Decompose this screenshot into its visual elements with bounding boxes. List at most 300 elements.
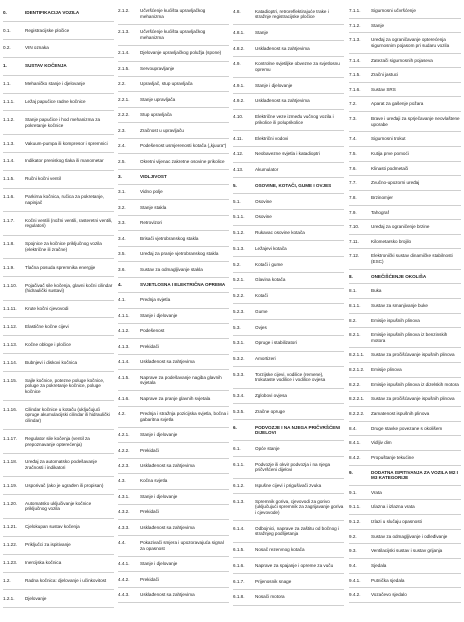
item-number: 6.1. [233,445,241,451]
checklist-row [118,588,229,603]
item-label: Sjedala [371,563,387,569]
checklist-row [349,33,461,53]
item-number: 1.1.7. [3,217,15,223]
item-label: Djelovanje upravljačkog polužja (spone) [140,50,222,56]
checklist-row [349,19,461,34]
checklist-row [349,574,461,589]
item-label: Buka [371,288,382,294]
checklist-row [3,212,114,236]
item-label: Pojačivač sile kočenja, glavni kočni cilindar (hidraulički sustavi) [25,282,113,294]
item-number: 8.2. [349,317,357,323]
item-number: 1.1.11. [3,306,17,312]
checklist-row [233,558,344,574]
item-number: 4.1.4. [118,359,130,365]
checklist-row [3,430,114,454]
item-number: 1.1.6. [3,194,15,200]
item-label: Sustav za odmagljivanje stakla [140,266,203,272]
item-number: 4.9.1. [233,82,245,88]
item-label: Emisije plinova [371,367,402,373]
item-label: Kočni ventili (nožni ventili, rasteretni ventili, regulatori) [25,217,113,229]
item-number: 5. [233,182,237,188]
item-number: 4.1.2. [118,328,130,334]
item-number: 7.9. [349,209,357,215]
item-number: 7.10. [349,224,360,230]
item-label: Priključci za ispitivanje [25,542,71,548]
checklist-row [349,515,461,530]
item-number: 5.1.3. [233,245,245,251]
item-label: Zglobovi ovjesa [255,393,287,399]
item-label: Indikator preniskog tlaka ili manometar [25,158,104,164]
item-number: 8.4. [349,425,357,431]
item-label: Rukavac osovine kotača [255,230,305,236]
checklist-row [3,573,114,591]
item-label: Stup upravljača [140,112,172,118]
item-label: Stanje upravljača [140,96,176,102]
checklist-row [118,77,229,92]
checklist-row [349,392,461,407]
item-number: 1.1.8. [3,241,15,247]
checklist-row [349,54,461,69]
item-number: 2.5. [118,158,126,164]
item-label: Vrata [371,489,382,495]
item-label: Prekidači [140,509,159,515]
item-number: 4.1.3. [118,343,130,349]
item-number: 7.1.5. [349,72,361,78]
checklist-row [349,588,461,603]
item-label: Zračni jastuci [371,72,399,78]
checklist-row [349,97,461,112]
checklist-row [118,355,229,370]
checklist-row [349,4,461,19]
item-number: 4.4.3. [118,592,130,598]
checklist-row [349,544,461,559]
item-number: 5.2.2. [233,293,245,299]
item-label: Neobavezne svjetla i katadioptri [255,151,320,157]
item-label: Uređaj za pranje vjetrobranskog stakla [140,251,219,257]
item-number: 5.1. [233,198,241,204]
item-number: 1.1.23. [3,560,18,566]
item-label: Prednja i stražnja pozicijska svjetla, bočna i gabaritna svjetla [140,411,229,422]
item-label: Gume [255,308,268,314]
checklist-row [118,62,229,77]
item-number: 1.1.15. [3,377,18,383]
checklist-row [233,110,344,131]
checklist-row [118,108,229,123]
item-label: Prekidači [140,447,159,453]
item-number: 4.2.2. [118,447,130,453]
checklist-row [233,94,344,110]
checklist-row [3,537,114,555]
item-number: 5.3.4. [233,393,245,399]
checklist-row [118,200,229,215]
checklist-row [118,505,229,520]
item-number: 8.1.1. [349,302,361,308]
item-label: Sustav za pročišćavanje ispušnih plinova [371,352,455,358]
item-label: Zračne opruge [255,408,285,414]
item-number: 1.2.1. [3,596,15,601]
checklist-row [118,139,229,154]
item-number: 7.12. [349,253,360,259]
item-label: Brave i uređaji za sprječavanje neovlaštene uporabe [371,116,460,127]
item-number: 1.1. [3,81,11,87]
item-label: Zračnost u upravljaču [140,127,184,133]
item-number: 9.1.2. [349,519,361,525]
checklist-row [233,590,344,606]
item-label: IDENTIFIKACIJA VOZILA [25,9,80,15]
checklist-row [349,206,461,221]
checklist-row [233,543,344,559]
item-label: Podešenost [140,328,165,334]
item-number: 4.1.6. [118,395,130,401]
item-number: 5.1.1. [233,214,245,220]
item-label: Ulazna i izlazna vrata [371,504,415,510]
checklist-row [233,257,344,273]
item-number: 5.3. [233,324,241,330]
item-label: Ventilacijski sustav i sustav grijanja [371,548,443,554]
item-number: 1.1.19. [3,482,18,488]
item-label: Emisije ispušnih plinova iz benzinskih motora [371,332,448,343]
item-label: Električni vodovi [255,135,289,141]
item-label: Usklađenost sa zahtjevima [140,463,195,469]
item-number: 1.1.9. [3,264,15,270]
section-heading-row [118,170,229,185]
item-label: Mehaničko stanje i djelovanje [25,81,86,87]
checklist-row [3,189,114,213]
checklist-row [233,4,344,25]
item-label: SVJETLOSNA I ELEKTRIČNA OPREMA [140,282,226,288]
item-number: 8.1. [349,288,357,294]
item-number: 5.3.2. [233,356,245,362]
checklist-row [233,241,344,257]
checklist-row [233,479,344,495]
checklist-row [3,336,114,354]
item-number: 8.2.1. [349,332,361,338]
item-label: Sigurnosni učvršćenje [371,8,416,13]
item-label: Stanje i djelovanje [140,561,178,567]
item-number: 4.10. [233,114,244,120]
item-number: 5.2. [233,261,241,267]
checklist-row [349,176,461,191]
item-label: Cjelokupan sustav kočenja [25,524,80,530]
item-number: 4.9. [233,61,241,67]
item-number: 0.2. [3,45,11,51]
checklist-row [3,277,114,301]
checklist-row [3,40,114,58]
item-number: 1.1.5. [3,176,15,182]
checklist-row [349,530,461,545]
checklist-row [233,57,344,78]
checklist-row [233,494,344,521]
item-label: Elastične kočne cijevi [25,324,69,330]
item-number: 4.3.3. [118,524,130,530]
item-number: 8.4.1. [349,440,361,446]
item-number: 4.2.1. [118,432,130,438]
checklist-row [118,572,229,587]
section-heading-row [3,58,114,76]
item-number: 6.1.4. [233,525,245,531]
item-number: 2.4. [118,143,126,149]
item-label: Usklađenost sa zahtjevima [140,592,195,598]
item-number: 4.1.5. [118,374,130,380]
item-label: OSOVINE, KOTAČI, GUME I OVJES [255,182,332,188]
checklist-row [3,76,114,94]
item-label: Usklađenost sa zahtjevima [255,98,310,104]
item-number: 9. [349,469,353,475]
item-label: Tlačna posuda spremnika energije [25,264,96,270]
item-number: 2.2.1. [118,96,130,102]
checklist-row [118,407,229,428]
item-number: 5.3.5. [233,408,245,414]
item-number: 4.3.2. [118,509,130,515]
item-label: Kontrolne svjetiljke obvezne za svjetlosnu opremu [255,61,340,72]
item-number: 6.1.5. [233,547,245,553]
item-label: Kotači [255,293,268,299]
checklist-row [3,301,114,319]
item-number: 1.1.20. [3,500,18,506]
checklist-row [118,4,229,25]
item-number: 7.7. [349,180,357,186]
item-label: Vozačevo sjedalo [371,592,407,598]
item-number: 1.1.10. [3,282,18,288]
item-number: 9.3. [349,548,357,554]
checklist-row [233,404,344,420]
checklist-row [349,132,461,147]
checklist-row [233,352,344,368]
item-number: 1.1.4. [3,158,15,164]
item-number: 1.1.13. [3,341,18,347]
item-number: 7.6. [349,165,357,171]
item-number: 0. [3,9,7,15]
item-label: Sajle kočnice, potezne poluge kočnice, poluge za pokretanje kočnice, poluge kočnice [25,377,105,394]
item-number: 1.1.16. [3,406,18,412]
item-label: Djelovanje [25,596,47,601]
checklist-row [233,320,344,336]
item-label: Odbojnici, naprave za zaštitu od bočnog i stražnjeg podlijetanja [255,525,340,537]
item-number: 1.1.18. [3,459,18,465]
checklist-row [233,336,344,352]
item-label: VIN oznaka [25,45,49,51]
item-number: 8.2.2.1. [349,396,365,402]
item-label: Putnička sjedala [371,577,405,583]
item-number: 5.3.1. [233,340,245,346]
item-label: Ležaj papučice radne kočnice [25,99,86,105]
item-label: Uređaj za automatsko podešavanje zračnosti i indikatori [25,459,98,471]
checklist-row [349,422,461,437]
item-label: PODVOZJE I NA NJEGA PRIČVRŠĆENI DIJELOVI [255,424,340,436]
checklist-row [349,220,461,235]
checklist-row [118,262,229,277]
checklist-row [349,451,461,466]
item-number: 4.8. [233,8,241,14]
item-label: Stanje i djelovanje [140,493,178,499]
item-number: 5.2.3. [233,308,245,314]
checklist-row [349,500,461,515]
section-heading-row [233,420,344,441]
item-number: 2.3. [118,127,126,133]
item-number: 3.3. [118,220,126,226]
checklist-row [349,249,461,269]
checklist-row [349,83,461,98]
item-number: 1.1.12. [3,324,18,330]
item-label: Inercijska kočnica [25,560,62,566]
section-heading-row [349,466,461,486]
item-number: 5.3.3. [233,371,245,377]
item-number: 2.1.4. [118,50,130,56]
checklist-row [118,557,229,572]
item-number: 4.12. [233,151,244,157]
item-label: Stanje stakla [140,204,167,210]
item-number: 8.2.1.2. [349,367,365,373]
item-label: Opće stanje [255,445,280,451]
item-number: 2.1.2. [118,8,130,14]
item-number: 4.8.1. [233,29,245,35]
item-label: Sustav za pročišćavanje ispušnih plinova [371,396,455,402]
item-label: Amortizeri [255,356,276,362]
checklist-row [118,536,229,557]
item-label: Opruge i stabilizatori [255,340,297,346]
item-label: Brzinomjer [371,194,393,200]
checklist-row [118,46,229,61]
item-number: 1.1.21. [3,524,18,530]
checklist-row [233,210,344,226]
checklist-row [3,590,114,608]
item-number: 6.1.6. [233,562,245,568]
item-label: ONEČIŠĆENJE OKOLIŠA [371,273,427,279]
item-label: Torzijske cijevi, vodilice (remene), trokutaste vodilice i vodilice ovjesa [255,371,326,383]
item-number: 9.1. [349,489,357,495]
item-label: Retrovizori [140,220,162,226]
checklist-row [118,520,229,535]
checklist-row [118,443,229,458]
checklist-row [3,401,114,430]
checklist-row [118,123,229,138]
item-number: 8.4.2. [349,454,361,460]
item-label: Stanje i djelovanje [140,432,178,438]
item-number: 9.4. [349,563,357,569]
item-number: 9.1.1. [349,504,361,510]
item-label: Sigurnosni trokut [371,136,406,142]
item-label: Vakuum-pumpa ili kompresor i spremnici [25,140,108,146]
checklist-row [349,284,461,299]
item-number: 9.4.1. [349,577,361,583]
checklist-row [233,194,344,210]
section-heading-row [233,178,344,194]
item-number: 1.1.22. [3,542,18,548]
checklist-row [3,372,114,401]
item-label: Podešenost usmjerenosti kotača („kjuura“) [140,143,227,149]
item-label: Stanje i djelovanje [140,312,178,318]
checklist-row [233,521,344,542]
checklist-row [233,226,344,242]
column-1 [3,4,114,616]
item-label: Stanje papučice i hod mehanizma za pokretanje kočnice [25,117,101,128]
item-number: 7.3. [349,116,357,122]
checklist-row [3,135,114,153]
item-number: 6.1.7. [233,578,245,584]
checklist-row [233,367,344,388]
item-label: Parkirna kočnica, ručica za pokretanje, napinjač [25,194,104,205]
item-label: Kotači i gume [255,261,283,267]
item-number: 2.1.5. [118,65,130,71]
checklist-row [3,259,114,277]
item-label: Sustav za smanjivanje buke [371,302,428,308]
checklist-row [3,236,114,260]
item-label: Emisije ispušnih plinova [371,317,420,323]
item-label: Cilindar kočnice u kotaču (uključujući opruge akumulacijski cilindar ili hidraulički cilindar) [25,406,110,424]
checklist-row [349,436,461,451]
item-label: Vidno polje [140,189,163,195]
item-label: Stanje i djelovanje [255,82,293,88]
item-number: 8.2.2. [349,381,361,387]
checklist-row [349,112,461,132]
item-label: Zvučno-upozorni uređaj [371,180,420,186]
checklist-row [233,289,344,305]
item-number: 8.2.1.1. [349,352,365,358]
item-number: 1. [3,63,7,69]
checklist-row [233,574,344,590]
checklist-row [118,309,229,324]
item-number: 4.4. [118,540,126,546]
item-number: 6. [233,424,237,430]
item-label: Kočne obloge i pločice [25,341,71,347]
checklist-row [233,131,344,147]
checklist-row [3,519,114,537]
item-label: Usklađenost sa zahtjevima [255,45,310,51]
item-number: 3.2. [118,204,126,210]
checklist-row [3,94,114,112]
item-number: 4.11. [233,135,243,141]
item-number: 1.1.2. [3,117,15,123]
checklist-row [233,41,344,57]
checklist-row [233,389,344,405]
item-number: 3.1. [118,189,126,195]
item-label: Učvršćenje kućišta upravljačkog mehanizma [140,8,206,19]
checklist-row [118,474,229,489]
item-label: Vidljiv dim [371,440,392,446]
item-label: Propuštanje tekućine [371,454,414,460]
item-label: Osovine [255,214,272,220]
checklist-row [118,185,229,200]
item-label: Naprave za pranje glavnih svjetala [140,395,211,401]
section-heading-row [349,270,461,285]
item-number: 3. [118,173,122,179]
item-label: DODATNA ISPITIVANJA ZA VOZILA M2 I M3 KATEGORIJE [371,469,458,481]
item-label: Emisije ispušnih plinova iz dizelskih motora [371,381,459,387]
item-number: 3.4. [118,235,126,241]
item-label: Prekidači [140,576,159,582]
item-label: Servoupravljanje [140,65,175,71]
item-number: 3.6. [118,266,126,272]
item-label: Okretni vijenac zakretne osovine prikolice [140,158,225,164]
checklist-row [3,495,114,519]
checklist-row [118,247,229,262]
item-number: 4.2.3. [118,463,130,469]
item-number: 6.1.2. [233,483,245,489]
item-number: 4. [118,282,122,288]
item-label: Kočna svjetla [140,478,168,484]
item-number: 6.1.3. [233,498,245,504]
item-label: Sustav za odmagljivanje i odleđivanje [371,533,448,539]
item-label: Aparat za gašenje požara [371,101,424,107]
item-number: 4.13. [233,167,244,173]
item-number: 2.2. [118,81,126,87]
item-number: 1.1.14. [3,359,18,365]
item-label: Spojnice za kočnice priključnog vozila (električne ili zračne) [25,241,102,252]
checklist-row [349,235,461,250]
checklist-row [349,68,461,83]
checklist-row [118,231,229,246]
item-label: Ispušne cijevi i prigušivači zvuka [255,483,322,489]
